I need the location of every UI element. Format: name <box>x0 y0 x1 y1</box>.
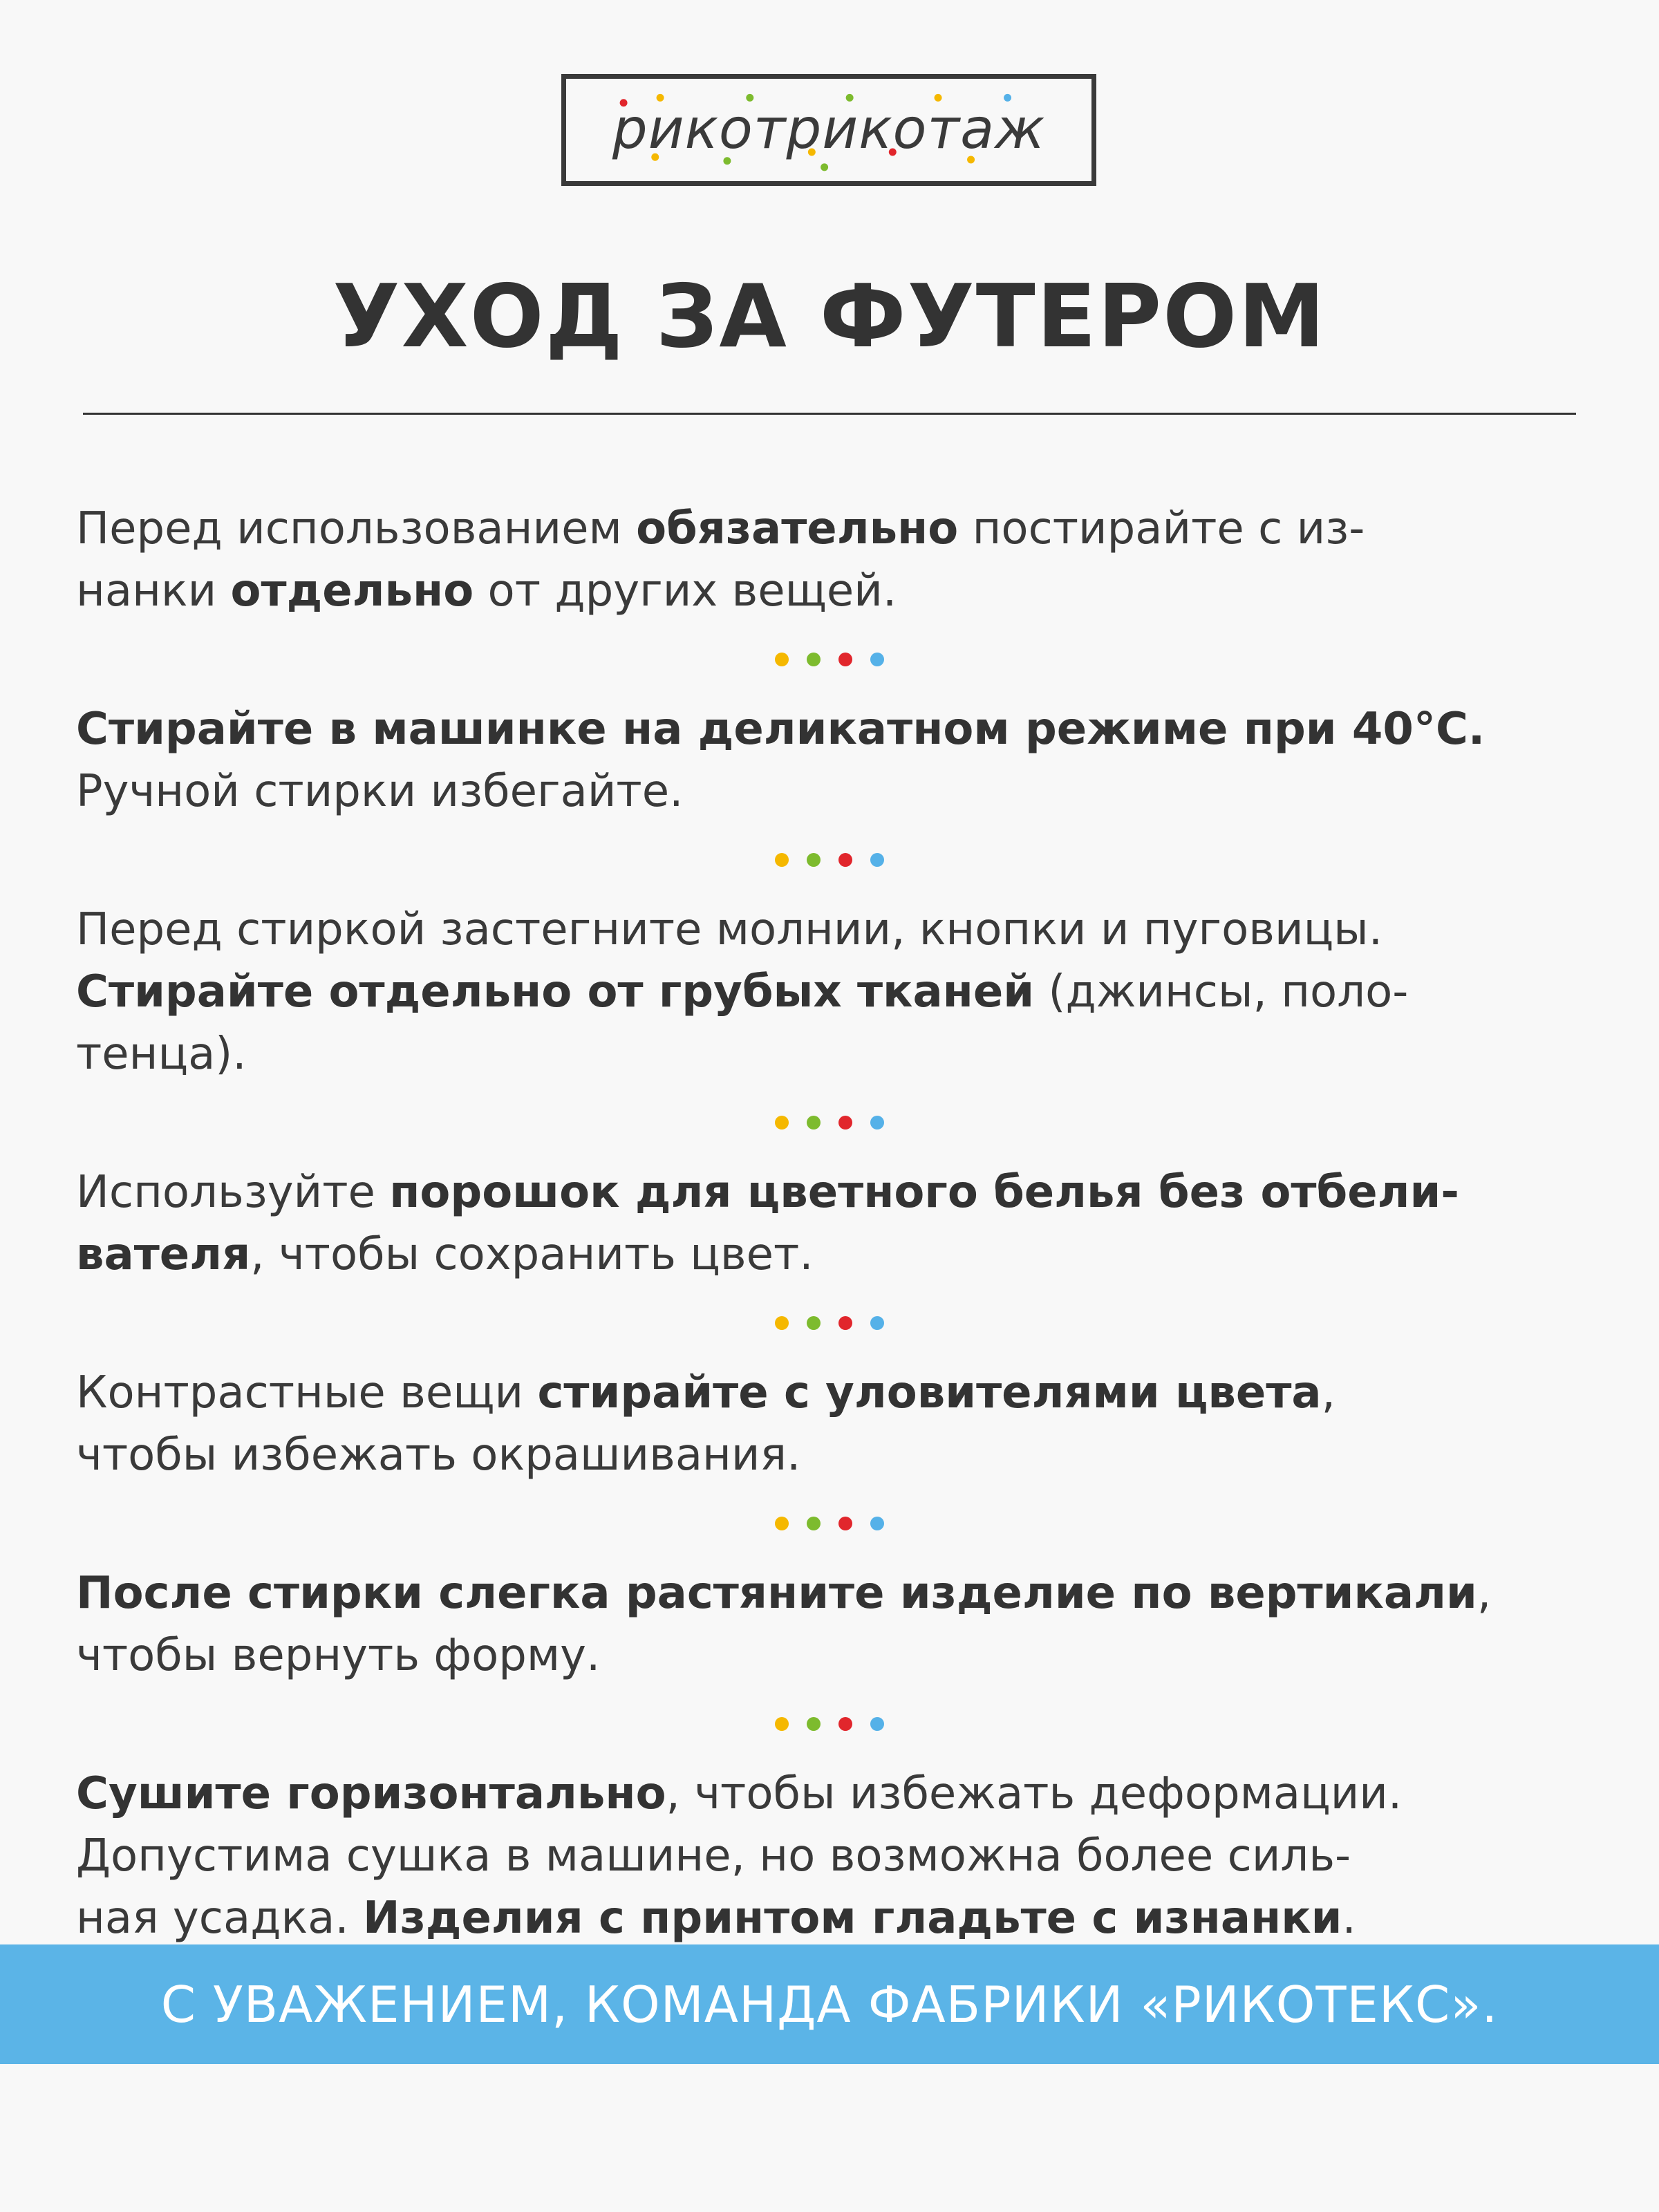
separator-dot <box>870 1717 884 1731</box>
body-text: Перед использованием <box>76 503 637 554</box>
emphasis-text: После стирки слегка растяните изделие по вертикали <box>76 1568 1477 1619</box>
emphasis-text: обязательно <box>636 503 959 554</box>
emphasis-text: стирайте с уловителями цвета <box>537 1367 1322 1418</box>
body-text: , чтобы сохранить цвет. <box>250 1229 814 1280</box>
emphasis-text: порошок для цветного белья без отбели- вателя <box>76 1167 1459 1280</box>
instruction-paragraph <box>76 1562 1583 1687</box>
body-text: (джинсы, поло- тенца). <box>76 966 1409 1080</box>
separator-dot <box>775 1717 789 1731</box>
separator-dot <box>870 1116 884 1130</box>
separator-dot <box>870 1517 884 1530</box>
separator-dot <box>870 853 884 867</box>
brand-logo <box>561 74 1096 186</box>
body-text: , чтобы вернуть форму. <box>76 1568 1492 1681</box>
separator-dot <box>870 653 884 666</box>
body-text: постирайте с из- нанки <box>76 503 1365 617</box>
separator-dot <box>807 1717 821 1731</box>
separator-dot <box>775 1316 789 1330</box>
separator-dot <box>838 1116 852 1130</box>
body-text: от других вещей. <box>474 565 897 617</box>
footer-text: С УВАЖЕНИЕМ, КОМАНДА ФАБРИКИ «РИКОТЕКС». <box>160 1975 1499 2034</box>
title-divider <box>83 413 1576 415</box>
care-instructions <box>76 498 1583 1949</box>
separator-dot <box>838 653 852 666</box>
instruction-paragraph <box>76 899 1583 1085</box>
separator-dot <box>870 1316 884 1330</box>
emphasis-text: отдельно <box>230 565 474 617</box>
instruction-paragraph <box>76 1161 1583 1286</box>
emphasis-text: Сушите горизонтально <box>76 1768 666 1819</box>
instruction-paragraph <box>76 498 1583 622</box>
body-text: , чтобы избежать деформации. Допустима сушка в машине, но возможна более силь- ная усадка. <box>76 1768 1403 1944</box>
instruction-paragraph <box>76 698 1583 823</box>
emphasis-text: Стирайте в машинке на деликатном режиме при 40°С. <box>76 704 1485 755</box>
separator-dots <box>76 1092 1583 1153</box>
separator-dot <box>807 1116 821 1130</box>
footer-banner <box>0 1944 1659 2064</box>
emphasis-text: Стирайте отдельно от грубых тканей <box>76 966 1035 1018</box>
body-text: Ручной стирки избегайте. <box>76 766 684 817</box>
separator-dot <box>775 1517 789 1530</box>
separator-dot <box>807 1316 821 1330</box>
separator-dot <box>775 853 789 867</box>
body-text: , чтобы избежать окрашивания. <box>76 1367 1335 1481</box>
separator-dot <box>838 1717 852 1731</box>
separator-dot <box>775 1116 789 1130</box>
body-text: Используйте <box>76 1167 390 1218</box>
separator-dot <box>807 1517 821 1530</box>
separator-dot <box>807 653 821 666</box>
separator-dots <box>76 1293 1583 1353</box>
separator-dots <box>76 1694 1583 1754</box>
separator-dots <box>76 1493 1583 1554</box>
page-title: УХОД ЗА ФУТЕРОМ <box>332 265 1327 367</box>
separator-dot <box>838 1517 852 1530</box>
body-text: Контрастные вещи <box>76 1367 538 1418</box>
separator-dots <box>76 629 1583 690</box>
separator-dot <box>838 853 852 867</box>
instruction-paragraph <box>76 1362 1583 1486</box>
separator-dots <box>76 830 1583 890</box>
separator-dot <box>807 853 821 867</box>
body-text: . <box>1342 1893 1356 1944</box>
body-text: Перед стиркой застегните молнии, кнопки и пуговицы. <box>76 904 1383 955</box>
logo-text: рикотрикотаж <box>612 97 1046 161</box>
instruction-paragraph <box>76 1763 1583 1949</box>
separator-dot <box>775 653 789 666</box>
emphasis-text: Изделия с принтом гладьте с изнанки <box>363 1893 1342 1944</box>
separator-dot <box>838 1316 852 1330</box>
